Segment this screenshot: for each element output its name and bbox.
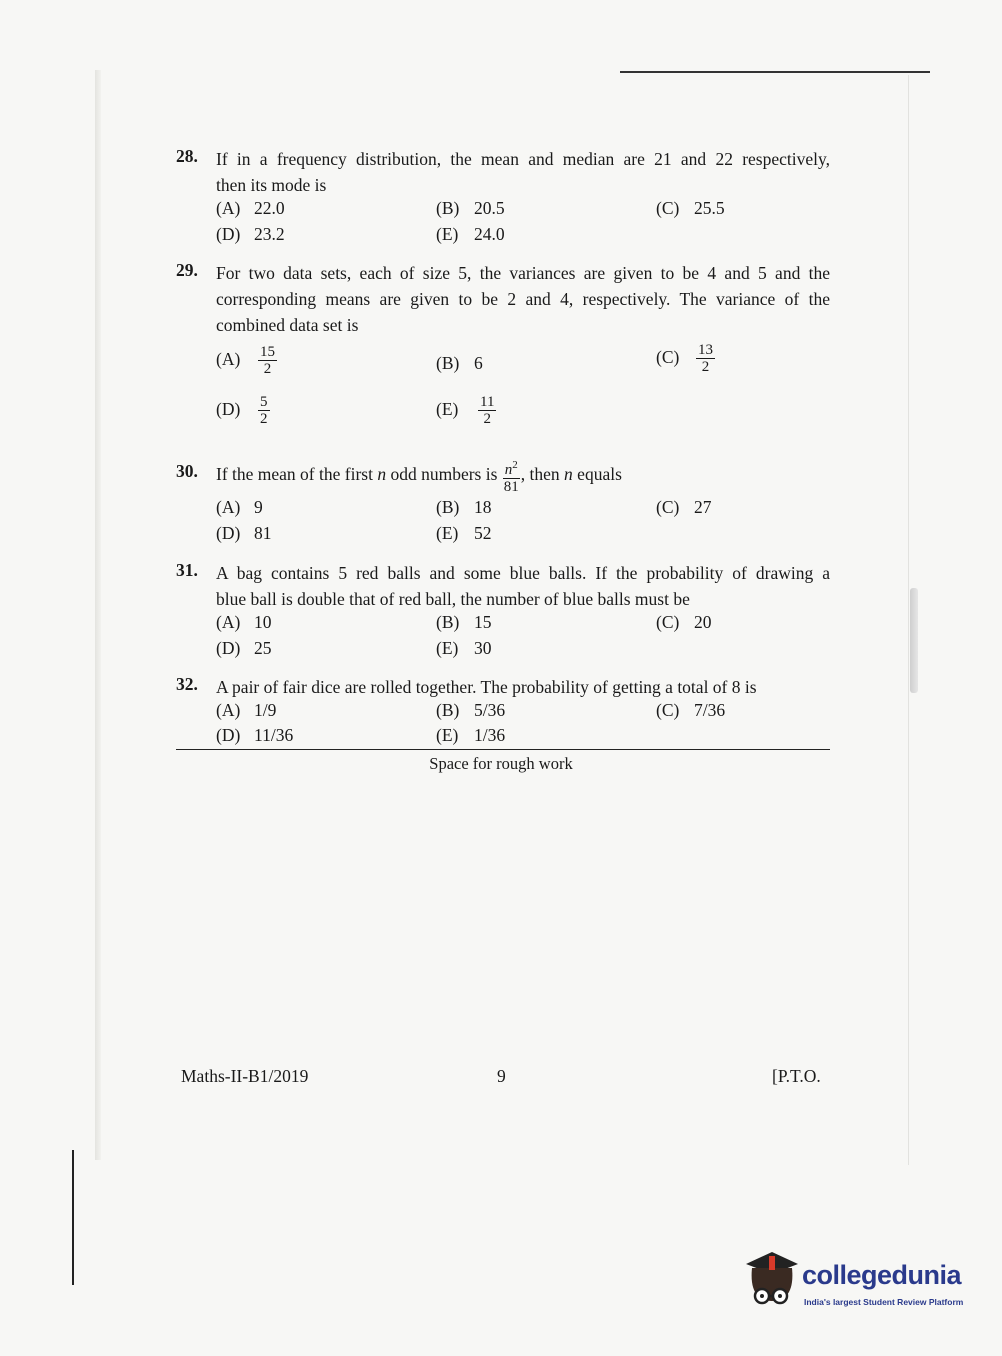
paper-code: Maths-II-B1/2019 — [181, 1066, 309, 1086]
question-text: If the mean of the first n odd numbers is $\frac{n^2}{81}$ , then n equals — [216, 458, 622, 495]
options — [216, 495, 830, 547]
question-text: blue ball is double that of red ball, the number of blue balls must be — [216, 589, 690, 609]
question-30 — [176, 455, 830, 547]
question-number: 29. — [176, 260, 198, 280]
collegedunia-logo — [742, 1250, 972, 1316]
scan-artifact-line — [72, 1150, 74, 1285]
question-31 — [176, 560, 830, 664]
logo-tagline: India's largest Student Review Platform — [804, 1297, 964, 1307]
question-text: A bag contains 5 red balls and some blue balls. If the probability of drawing a — [216, 563, 830, 583]
option-b: (B) 5/36 — [436, 700, 506, 720]
scan-artifact-line — [620, 71, 930, 73]
fraction: $\frac{15}{2}$ — [260, 344, 275, 377]
option-d: (D) 81 — [216, 522, 272, 543]
fraction: $\frac{5}{2}$ — [260, 394, 268, 427]
scan-artifact-shadow — [910, 588, 918, 693]
question-number: 32. — [176, 674, 198, 694]
option-a: (A) 22.0 — [216, 198, 285, 218]
divider — [176, 749, 830, 750]
option-e: (E) 24.0 — [436, 224, 505, 244]
question-text: A pair of fair dice are rolled together. The probability of getting a total of 8 is — [216, 677, 757, 697]
option-a: (A) 1/9 — [216, 700, 277, 720]
option-d: (D) 11/36 — [216, 725, 294, 745]
scan-artifact-line — [908, 75, 909, 1165]
question-text: If in a frequency distribution, the mean and median are 21 and 22 respectively, — [216, 149, 830, 169]
option-d: (D) 25 — [216, 638, 272, 658]
option-a: (A) 10 — [216, 612, 272, 632]
option-e: (E) 52 — [436, 522, 492, 543]
question-text: combined data set is — [216, 315, 359, 335]
logo-wordmark: collegedunia — [802, 1260, 962, 1290]
options — [216, 198, 830, 250]
mascot-icon — [742, 1250, 802, 1316]
question-number: 31. — [176, 560, 198, 580]
option-c: (C) 7/36 — [656, 700, 726, 720]
option-c: (C) $\frac{13}{2}$ — [656, 342, 713, 375]
question-text: For two data sets, each of size 5, the variances are given to be 4 and 5 and the — [216, 263, 830, 283]
options — [216, 612, 830, 664]
options — [216, 700, 830, 752]
option-e: (E) $\frac{11}{2}$ — [436, 394, 495, 427]
rough-work-label: Space for rough work — [429, 754, 573, 773]
question-number: 28. — [176, 146, 198, 166]
scan-edge — [95, 70, 101, 1160]
fraction: $\frac{13}{2}$ — [698, 342, 713, 375]
page-number: 9 — [497, 1066, 506, 1086]
option-a: (A) 9 — [216, 496, 263, 517]
question-32 — [176, 674, 830, 752]
option-d: (D) 23.2 — [216, 224, 285, 244]
fraction: $\frac{11}{2}$ — [480, 394, 495, 427]
option-a: (A) $\frac{15}{2}$ — [216, 344, 275, 377]
question-text: then its mode is — [216, 175, 327, 195]
question-number: 30. — [176, 461, 198, 481]
options — [216, 338, 830, 438]
pto-label: [P.T.O. — [772, 1066, 821, 1086]
option-c: (C) 20 — [656, 612, 712, 632]
question-28 — [176, 146, 830, 250]
option-c: (C) 25.5 — [656, 198, 725, 218]
option-b: (B) 18 — [436, 496, 492, 517]
option-e: (E) 30 — [436, 638, 492, 658]
option-b: (B) 15 — [436, 612, 492, 632]
option-e: (E) 1/36 — [436, 725, 506, 745]
question-text: corresponding means are given to be 2 and 4, respectively. The variance of the — [216, 289, 830, 309]
option-c: (C) 27 — [656, 496, 712, 517]
option-b: (B) 20.5 — [436, 198, 505, 218]
question-29 — [176, 260, 830, 438]
option-d: (D) $\frac{5}{2}$ — [216, 394, 268, 427]
fraction: $\frac{n^2}{81}$ — [503, 458, 519, 495]
option-b: (B) 6 — [436, 353, 483, 373]
